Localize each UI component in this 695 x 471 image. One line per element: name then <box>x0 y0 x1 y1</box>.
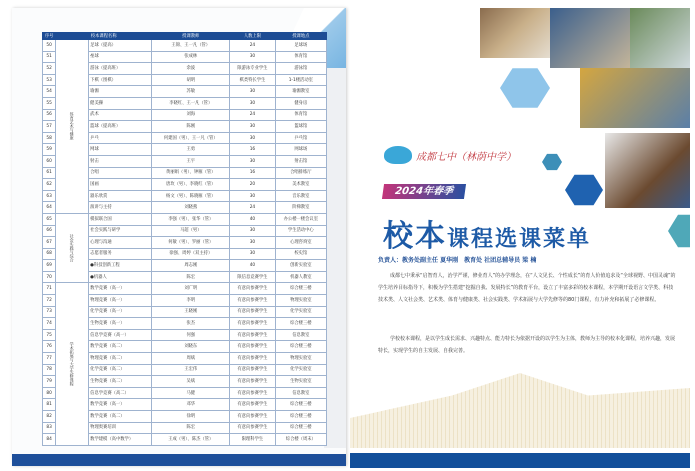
table-cell: 游泳（提高班） <box>89 63 152 75</box>
right-page <box>350 8 690 468</box>
table-cell: 演讲与主持 <box>89 202 152 214</box>
table-cell: 63 <box>43 190 56 202</box>
table-cell: 何敏（男）、罗丽（管） <box>152 237 230 249</box>
table-cell: 有意向参赛学生 <box>230 364 275 376</box>
table-cell: 84 <box>43 434 56 446</box>
photo-students-lab <box>480 8 550 58</box>
table-cell: 信息学竞赛（高一） <box>89 329 152 341</box>
table-cell: 篮球（提高班） <box>89 121 152 133</box>
table-cell: 办公楼一楼会议室 <box>275 213 326 225</box>
table-cell: 数学竞赛（高一） <box>89 283 152 295</box>
table-cell: 综合楼三楼 <box>275 318 326 330</box>
table-cell: 82 <box>43 411 56 423</box>
table-cell: 足球场 <box>275 40 326 52</box>
table-cell: 唐玫（男）、李晓红（管） <box>152 179 230 191</box>
school-building-illustration <box>350 373 690 448</box>
table-cell: 有意向参赛学生 <box>230 353 275 365</box>
course-table <box>42 32 327 446</box>
title-big: 校本 <box>383 219 447 254</box>
table-cell: 健身房 <box>275 97 326 109</box>
table-cell: 24 <box>230 40 275 52</box>
table-cell: 乒乓馆 <box>275 132 326 144</box>
category-cell: 学术拓展与大学先修课程 <box>56 283 89 445</box>
table-cell: 30 <box>230 237 275 249</box>
table-cell: 54 <box>43 86 56 98</box>
table-cell: 58 <box>43 132 56 144</box>
table-cell: 化学实验室 <box>275 306 326 318</box>
table-cell: 30 <box>230 248 275 260</box>
table-cell: 限理科学生 <box>230 434 275 446</box>
table-cell: 物理竞赛（高二） <box>89 353 152 365</box>
photo-violin <box>605 133 690 208</box>
table-cell: 化学竞赛（高二） <box>89 364 152 376</box>
table-cell: 77 <box>43 353 56 365</box>
table-cell: 徐强、周婷（双主持） <box>152 248 230 260</box>
table-cell: 物理实验室 <box>275 295 326 307</box>
table-cell: 52 <box>43 63 56 75</box>
table-cell: 综合楼三楼 <box>275 422 326 434</box>
table-cell: 81 <box>43 399 56 411</box>
table-cell: 马超（男） <box>152 225 230 237</box>
intro-paragraph-2: 学校校本课程，是以学生成长需求、兴趣特点、能力特长为依据开设的以学生为主体，教师为主导的校本化课程，培养兴趣，发展特长，实现学生的自主发展、自我完善。 <box>378 336 676 354</box>
page-title <box>383 211 591 255</box>
table-cell: 59 <box>43 144 56 156</box>
title-rest: 课程选课菜单 <box>447 227 592 252</box>
table-cell: 69 <box>43 260 56 272</box>
table-cell: 志愿者服务 <box>89 248 152 260</box>
table-cell: 24 <box>230 109 275 121</box>
column-header: 授课教师 <box>152 33 230 40</box>
table-cell: 1-1楼活动室 <box>275 74 326 86</box>
table-cell: 陈宏 <box>152 271 230 283</box>
table-cell: 刘晓燕 <box>152 202 230 214</box>
table-cell: 射击馆 <box>275 155 326 167</box>
table-cell: 足球（提高） <box>89 40 152 52</box>
table-cell: 化学实验室 <box>275 364 326 376</box>
table-cell: 阶梯教室 <box>275 202 326 214</box>
table-cell: 物理奥赛培训 <box>89 422 152 434</box>
table-cell: 陈刚 <box>152 121 230 133</box>
category-cell: 体育艺术与健康 <box>56 40 89 214</box>
table-cell: 综合楼三楼 <box>275 283 326 295</box>
logo-mark <box>384 146 412 164</box>
table-cell: 数学建模（高中数学） <box>89 434 152 446</box>
table-cell: 化学竞赛（高一） <box>89 306 152 318</box>
photo-robotics <box>580 68 690 128</box>
table-cell: 器乐欣赏 <box>89 190 152 202</box>
table-cell: 机器人教室 <box>275 271 326 283</box>
table-cell: 74 <box>43 318 56 330</box>
table-cell: 陈宏 <box>152 422 230 434</box>
table-cell: 音乐教室 <box>275 190 326 202</box>
table-cell: 篮球馆 <box>275 121 326 133</box>
table-cell: 信息教室 <box>275 329 326 341</box>
table-cell: ●机器人 <box>89 271 152 283</box>
column-header: 校本课程名称 <box>56 33 152 40</box>
table-cell: 83 <box>43 422 56 434</box>
table-cell: 70 <box>43 271 56 283</box>
left-page <box>12 8 346 466</box>
table-cell: 王锦、王一凡（管） <box>152 40 230 52</box>
table-cell: 王宇 <box>152 155 230 167</box>
table-cell: 有意向参赛学生 <box>230 376 275 388</box>
table-cell: 76 <box>43 341 56 353</box>
table-cell: 68 <box>43 248 56 260</box>
table-cell: 30 <box>230 155 275 167</box>
table-cell: 健美操 <box>89 97 152 109</box>
table-cell: 72 <box>43 295 56 307</box>
table-cell: 瑜伽 <box>89 86 152 98</box>
table-cell: 30 <box>230 190 275 202</box>
table-cell: 生物实验室 <box>275 376 326 388</box>
table-cell: 国画 <box>89 179 152 191</box>
hexagon-decoration <box>542 153 562 171</box>
table-cell: 综合楼（周末） <box>275 434 326 446</box>
table-cell: 62 <box>43 179 56 191</box>
table-cell: 30 <box>230 225 275 237</box>
table-cell: 胡明 <box>152 74 230 86</box>
table-cell: 游泳馆 <box>275 63 326 75</box>
table-cell: 56 <box>43 109 56 121</box>
table-cell: 体育馆 <box>275 109 326 121</box>
intro-paragraph: 成都七中秉承“启智育人，治学严谨，修业育人”的办学理念，在“人文见长、个性成长”的育人价值追求及“全球视野、中国灵魂”的学生培养目标指导下，积极为学生搭建“挖掘自我、发展特长”的教育平台，设立了丰富多彩的校本课程，本学期开设语言文学类、科技技术类、人文社会类、艺术类、体育与健康类、社会实践类、学术拓展与大学先修等的80门课程，有力补充和拓展了必修课程。 <box>378 273 676 303</box>
table-cell: 棋类特长学生 <box>230 74 275 86</box>
table-cell: ●科技创新工程 <box>89 260 152 272</box>
table-cell: 杨文（男）、陈晓雁（管） <box>152 190 230 202</box>
table-cell: 周斌 <box>152 353 230 365</box>
table-cell: 有意向参赛学生 <box>230 295 275 307</box>
table-cell: 垒球 <box>89 51 152 63</box>
table-cell: 创新实验室 <box>275 260 326 272</box>
table-cell: 30 <box>230 51 275 63</box>
table-cell: 生物竞赛（高二） <box>89 376 152 388</box>
table-cell: 心理与沟通 <box>89 237 152 249</box>
table-cell: 苏敏 <box>152 86 230 98</box>
table-cell: 乒乓 <box>89 132 152 144</box>
table-cell: 80 <box>43 387 56 399</box>
table-cell: 武术 <box>89 109 152 121</box>
table-cell: 网球 <box>89 144 152 156</box>
school-logo <box>384 146 516 164</box>
table-cell: 李明 <box>152 295 230 307</box>
table-cell: 40 <box>230 260 275 272</box>
table-cell: 张成林 <box>152 51 230 63</box>
table-cell: 67 <box>43 237 56 249</box>
table-cell: 64 <box>43 202 56 214</box>
table-cell: 有意向参赛学生 <box>230 399 275 411</box>
table-cell: 有意向参赛学生 <box>230 283 275 295</box>
table-cell: 有意向参赛学生 <box>230 306 275 318</box>
table-cell: 王勇 <box>152 144 230 156</box>
table-cell: 79 <box>43 376 56 388</box>
footer-bar <box>12 454 346 466</box>
table-cell: 张杰 <box>152 318 230 330</box>
table-cell: 有意向参赛学生 <box>230 411 275 423</box>
table-cell: 30 <box>230 132 275 144</box>
table-cell: 数学竞赛（高二） <box>89 341 152 353</box>
table-cell: 李晓红、王一凡（管） <box>152 97 230 109</box>
photo-students-study <box>550 8 630 68</box>
table-cell: 限信息竞赛学生 <box>230 271 275 283</box>
table-cell: 刘广明 <box>152 283 230 295</box>
hexagon-decoration <box>668 213 690 249</box>
table-cell: 有意向参赛学生 <box>230 422 275 434</box>
table-cell: 综合楼三楼 <box>275 399 326 411</box>
table-cell: 有意向参赛学生 <box>230 318 275 330</box>
table-cell: 55 <box>43 97 56 109</box>
table-cell: 美术教室 <box>275 179 326 191</box>
table-cell: 24 <box>230 202 275 214</box>
column-header: 人数上限 <box>230 33 275 40</box>
category-cell: 社会实践与综合 <box>56 213 89 283</box>
table-cell: 综合楼三楼 <box>275 341 326 353</box>
table-cell: 53 <box>43 74 56 86</box>
table-cell: 物理实验室 <box>275 353 326 365</box>
season-badge: 2024年春季 <box>382 184 466 199</box>
table-cell: 余波 <box>152 63 230 75</box>
table-cell: 王成（男）、陈杰（管） <box>152 434 230 446</box>
hexagon-decoration <box>500 66 550 110</box>
table-cell: 50 <box>43 40 56 52</box>
table-cell: 何建国（男）、王一凡（管） <box>152 132 230 144</box>
table-cell: 体育馆 <box>275 51 326 63</box>
table-cell: 61 <box>43 167 56 179</box>
table-cell: 周志刚 <box>152 260 230 272</box>
table-cell: 物理竞赛（高一） <box>89 295 152 307</box>
table-cell: 信息教室 <box>275 387 326 399</box>
table-cell: 20 <box>230 179 275 191</box>
table-cell: 75 <box>43 329 56 341</box>
table-cell: 71 <box>43 283 56 295</box>
table-cell: 学生活动中心 <box>275 225 326 237</box>
table-cell: 黄丽娟（男）、钟雁（管） <box>152 167 230 179</box>
table-cell: 李强（男）、张华（管） <box>152 213 230 225</box>
column-header: 授课地点 <box>275 33 326 40</box>
table-row <box>43 283 327 295</box>
table-cell: 30 <box>230 121 275 133</box>
table-cell: 65 <box>43 213 56 225</box>
table-cell: 60 <box>43 155 56 167</box>
table-cell: 射击 <box>89 155 152 167</box>
table-cell: 社会实践与研学 <box>89 225 152 237</box>
table-cell: 合唱排练厅 <box>275 167 326 179</box>
table-cell: 有意向参赛学生 <box>230 329 275 341</box>
table-cell: 有意向参赛学生 <box>230 387 275 399</box>
table-cell: 马健 <box>152 387 230 399</box>
table-cell: 网球场 <box>275 144 326 156</box>
table-cell: 78 <box>43 364 56 376</box>
table-cell: 数学竞赛（高二） <box>89 411 152 423</box>
table-cell: 校史馆 <box>275 248 326 260</box>
table-cell: 心理咨询室 <box>275 237 326 249</box>
table-cell: 何强 <box>152 329 230 341</box>
table-cell: 模拟联合国 <box>89 213 152 225</box>
table-cell: 51 <box>43 51 56 63</box>
table-cell: 王宏伟 <box>152 364 230 376</box>
table-row <box>43 213 327 225</box>
table-cell: 刘海 <box>152 109 230 121</box>
table-cell: 下棋（围棋） <box>89 74 152 86</box>
table-cell: 有意向参赛学生 <box>230 341 275 353</box>
table-cell: 邓华 <box>152 399 230 411</box>
table-cell: 73 <box>43 306 56 318</box>
table-cell: 吴斌 <box>152 376 230 388</box>
table-cell: 徐明 <box>152 411 230 423</box>
table-row <box>43 40 327 52</box>
table-cell: 信息学竞赛（高二） <box>89 387 152 399</box>
table-cell: 16 <box>230 144 275 156</box>
table-cell: 生物竞赛（高一） <box>89 318 152 330</box>
table-cell: 数学竞赛（高一） <box>89 399 152 411</box>
responsible-persons: 负责人：教务处副主任 夏华刚 教育处 社团总辅导员 梁 楠 <box>378 257 537 264</box>
table-cell: 限游泳专业学生 <box>230 63 275 75</box>
table-cell: 合唱 <box>89 167 152 179</box>
table-cell: 瑜伽教室 <box>275 86 326 98</box>
hexagon-decoration <box>565 173 603 207</box>
table-cell: 66 <box>43 225 56 237</box>
table-cell: 30 <box>230 97 275 109</box>
page-edge <box>324 68 346 448</box>
table-header <box>43 33 327 40</box>
table-cell: 刘晓东 <box>152 341 230 353</box>
table-cell: 57 <box>43 121 56 133</box>
table-cell: 16 <box>230 167 275 179</box>
table-cell: 30 <box>230 86 275 98</box>
table-cell: 王晓刚 <box>152 306 230 318</box>
column-header: 序号 <box>43 33 56 40</box>
footer-bar <box>350 453 690 468</box>
table-cell: 综合楼三楼 <box>275 411 326 423</box>
school-name: 成都七中（林荫中学） <box>416 151 516 163</box>
table-cell: 40 <box>230 213 275 225</box>
